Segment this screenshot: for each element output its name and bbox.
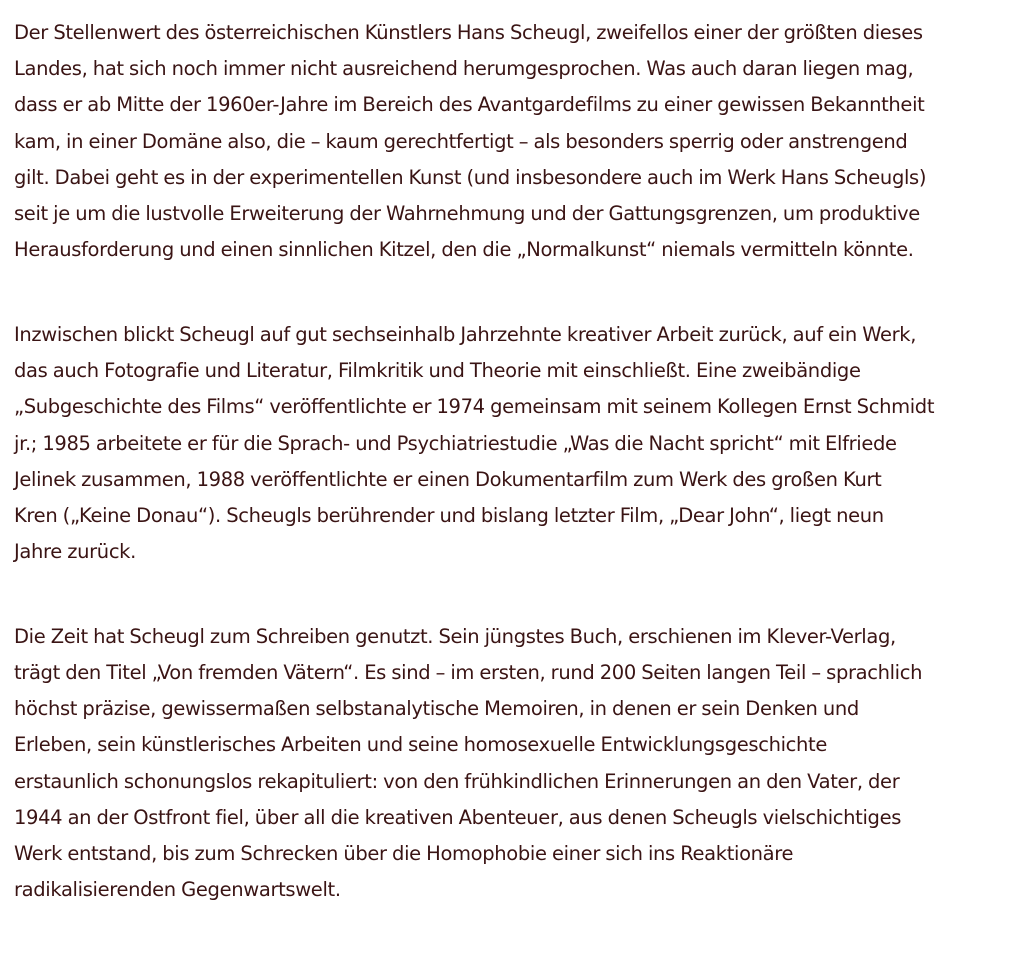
paragraph-1: [14, 15, 1014, 268]
text-line: Die Zeit hat Scheugl zum Schreiben genutzt. Sein jüngstes Buch, erschienen im Klever-Verlag,: [14, 624, 896, 648]
text-line: Kren („Keine Donau“). Scheugls berührender und bislang letzter Film, „Dear John“, liegt neun: [14, 503, 884, 527]
text-line: trägt den Titel „Von fremden Vätern“. Es sind – im ersten, rund 200 Seiten langen Teil – sprachlich: [14, 661, 923, 685]
text-line: dass er ab Mitte der 1960er-Jahre im Bereich des Avantgardefilms zu einer gewissen Bekanntheit: [14, 93, 925, 117]
text-line: kam, in einer Domäne also, die – kaum gerechtfertigt – als besonders sperrig oder anstrengend: [14, 129, 908, 153]
text-line: erstaunlich schonungslos rekapituliert: von den frühkindlichen Erinnerungen an den Vater, der: [14, 769, 900, 793]
text-line: Landes, hat sich noch immer nicht ausreichend herumgesprochen. Was auch daran liegen mag,: [14, 57, 914, 81]
text-line: das auch Fotografie und Literatur, Filmkritik und Theorie mit einschließt. Eine zweibändige: [14, 359, 861, 383]
text-line: Jahre zurück.: [14, 540, 136, 564]
text-line: gilt. Dabei geht es in der experimentellen Kunst (und insbesondere auch im Werk Hans Scheugls): [14, 165, 927, 189]
text-line: Inzwischen blickt Scheugl auf gut sechseinhalb Jahrzehnte kreativer Arbeit zurück, auf ein Werk,: [14, 322, 917, 346]
text-line: Werk entstand, bis zum Schrecken über die Homophobie einer sich ins Reaktionäre: [14, 842, 794, 866]
article-body: [14, 15, 1014, 957]
text-line: radikalisierenden Gegenwartswelt.: [14, 878, 341, 902]
text-line: 1944 an der Ostfront fiel, über all die kreativen Abenteuer, aus denen Scheugls vielschichtiges: [14, 805, 902, 829]
text-line: Der Stellenwert des österreichischen Künstlers Hans Scheugl, zweifellos einer der größten dieses: [14, 21, 923, 44]
paragraph-3: [14, 619, 1014, 909]
text-line: Jelinek zusammen, 1988 veröffentlichte er einen Dokumentarfilm zum Werk des großen Kurt: [14, 467, 882, 491]
paragraph-2: [14, 317, 1014, 570]
text-line: Herausforderung und einen sinnlichen Kitzel, den die „Normalkunst“ niemals vermitteln könnte.: [14, 238, 914, 262]
text-line: höchst präzise, gewissermaßen selbstanalytische Memoiren, in denen er sein Denken und: [14, 697, 859, 721]
text-line: Erleben, sein künstlerisches Arbeiten und seine homosexuelle Entwicklungsgeschichte: [14, 733, 827, 757]
text-line: seit je um die lustvolle Erweiterung der Wahrnehmung und der Gattungsgrenzen, um produktive: [14, 202, 920, 226]
text-line: jr.; 1985 arbeitete er für die Sprach- und Psychiatriestudie „Was die Nacht spricht“ mit Elfriede: [14, 431, 897, 455]
text-line: „Subgeschichte des Films“ veröffentlichte er 1974 gemeinsam mit seinem Kollegen Ernst Schmidt: [14, 395, 935, 419]
